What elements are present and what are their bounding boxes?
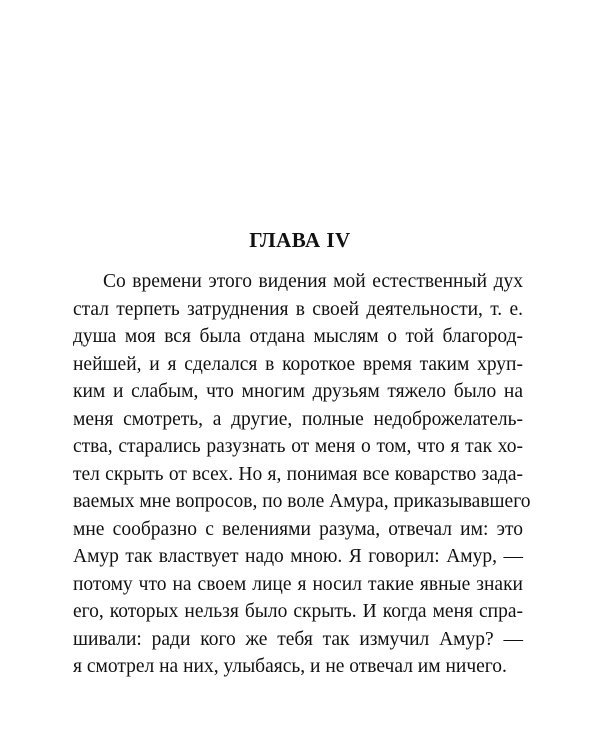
paragraph-line-6: меня смотреть, а другие, полные недоброжелатель- bbox=[73, 408, 523, 430]
paragraph-line-1: Со времени этого видения мой естественный дух bbox=[103, 271, 523, 292]
paragraph-line-15: я смотрел на них, улыбаясь, и не отвечал им ничего. bbox=[73, 656, 507, 677]
chapter-title: ГЛАВА IV bbox=[249, 228, 351, 252]
paragraph-line-4: нейшей, и я сделался в короткое время таким хруп- bbox=[73, 353, 523, 375]
paragraph-line-12: потому что на своем лице я носил такие явные знаки bbox=[73, 573, 523, 595]
paragraph-line-9: ваемых мне вопросов, по воле Амура, приказывавшего bbox=[73, 491, 531, 512]
paragraph-line-7: ства, старались разузнать от меня о том, что я так хо- bbox=[73, 436, 523, 457]
paragraph-line-13: его, которых нельзя было скрыть. И когда меня спра- bbox=[73, 601, 523, 622]
paragraph-line-10: мне сообразно с велениями разума, отвечал им: это bbox=[73, 518, 523, 540]
paragraph-line-2: стал терпеть затруднения в своей деятельности, т. е. bbox=[73, 298, 523, 320]
paragraph-line-8: тел скрыть от всех. Но я, понимая все коварство зада- bbox=[73, 463, 523, 485]
chapter-paragraph bbox=[73, 268, 531, 681]
paragraph-line-14: шивали: ради кого же тебя так измучил Амур? — bbox=[73, 628, 523, 650]
paragraph-line-5: ким и слабым, что многим друзьям тяжело было на bbox=[73, 381, 523, 402]
paragraph-line-11: Амур так властвует надо мною. Я говорил: Амур, — bbox=[73, 546, 523, 567]
paragraph-line-3: душа моя вся была отдана мыслям о той благород- bbox=[73, 326, 523, 347]
